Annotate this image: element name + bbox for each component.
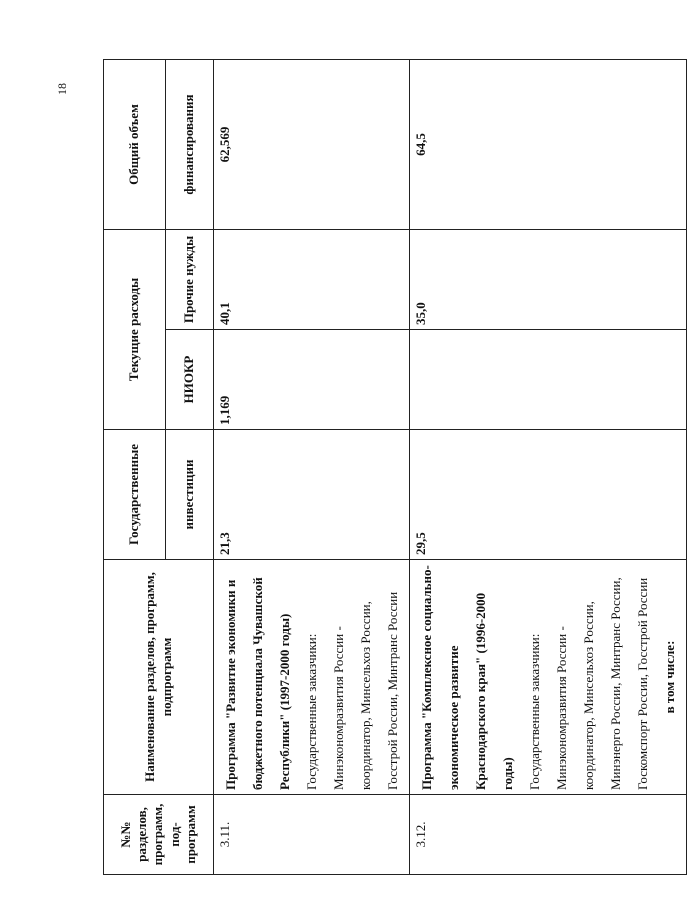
header-other-needs: Прочие нужды (166, 230, 214, 330)
customers-line: Госстрой России, Минтранс России (385, 591, 400, 790)
customers-line: Госкомспорт России, Госстрой России (635, 577, 650, 790)
page-number: 18 (55, 83, 69, 95)
table-row (410, 60, 687, 875)
header-investments: инвестиции (166, 430, 214, 560)
header-niokr: НИОКР (166, 330, 214, 430)
customers-line: координатор, Минсельхоз России, (581, 601, 596, 790)
program-title: Программа "Развитие экономики и (223, 579, 238, 790)
cell-other: 40,1 (214, 230, 410, 330)
program-title: Программа "Комплексное социально- (419, 565, 434, 790)
header-row-1 (104, 60, 166, 875)
cell-investments: 29,5 (410, 430, 687, 560)
customers-line: Государственные заказчики: (304, 633, 319, 790)
customers-line: Государственные заказчики: (527, 633, 542, 790)
row-code: 3.12. (410, 795, 687, 875)
row-code: 3.11. (214, 795, 410, 875)
header-financing: финансирования (166, 60, 214, 230)
program-title: Краснодарского края" (1996-2000 (473, 592, 488, 790)
customers-line: Минэнерго России, Минтранс России, (608, 577, 623, 790)
customers-line: Минэкономразвития России - (554, 626, 569, 790)
program-title: годы) (500, 757, 515, 790)
header-name: Наименование разделов, программ, подпрограмм (104, 560, 214, 795)
program-title: экономическое развитие (446, 645, 461, 790)
row-name (410, 560, 687, 795)
cell-niokr (410, 330, 687, 430)
program-title: бюджетного потенциала Чувашской (250, 577, 265, 790)
header-total: Общий объем (104, 60, 166, 230)
cell-niokr: 1,169 (214, 330, 410, 430)
cell-total: 62,569 (214, 60, 410, 230)
cell-investments: 21,3 (214, 430, 410, 560)
cell-other: 35,0 (410, 230, 687, 330)
program-title: Республики" (1997-2000 годы) (277, 613, 292, 790)
header-num: №№ разделов, программ, под-программ (104, 795, 214, 875)
including-label: в том числе: (662, 640, 677, 714)
header-gov-investments: Государственные (104, 430, 166, 560)
financing-table (103, 59, 687, 875)
customers-line: координатор, Минсельхоз России, (358, 601, 373, 790)
cell-total: 64,5 (410, 60, 687, 230)
header-current-expenses: Текущие расходы (104, 230, 166, 430)
row-name (214, 560, 410, 795)
table-row (214, 60, 410, 875)
document-page (45, 60, 677, 875)
customers-line: Минэкономразвития России - (331, 626, 346, 790)
